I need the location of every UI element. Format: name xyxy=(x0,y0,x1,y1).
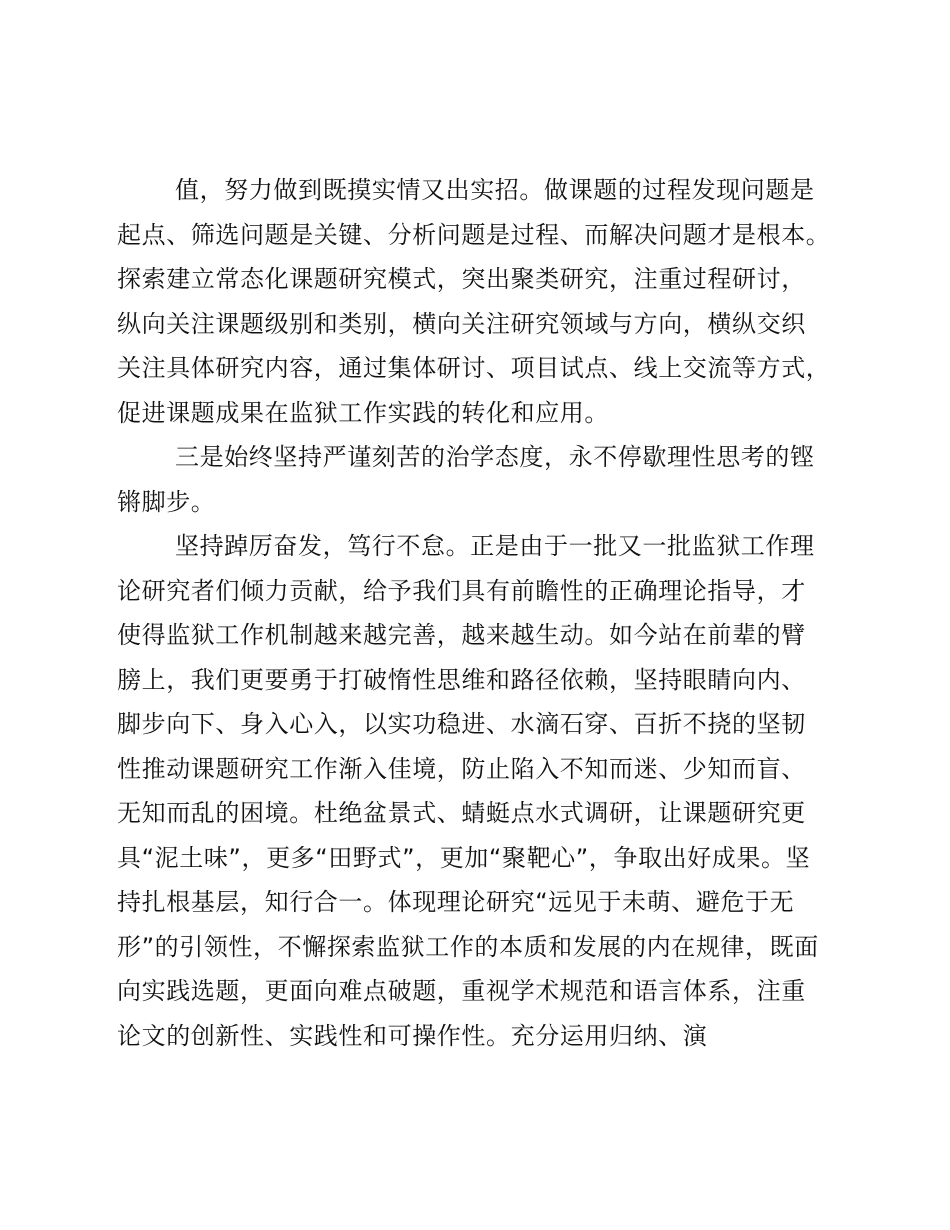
text-line: 形”的引领性，不懈探索监狱工作的本质和发展的内在规律，既面 xyxy=(117,932,819,961)
text-line: 向实践选题，更面向难点破题，重视学术规范和语言体系，注重 xyxy=(117,977,806,1005)
text-line: 起点、筛选问题是关键、分析问题是过程、而解决问题才是根本。 xyxy=(117,220,831,249)
text-line: 膀上，我们更要勇于打破惰性思维和路径依赖，坚持眼睛向内、 xyxy=(117,665,806,694)
text-line: 使得监狱工作机制越来越完善，越来越生动。如今站在前辈的臂 xyxy=(117,621,806,649)
text-line: 具“泥土味”，更多“田野式”，更加“聚靶心”，争取出好成果。坚 xyxy=(117,843,811,872)
text-line: 持扎根基层，知行合一。体现理论研究“远见于未萌、避危于无 xyxy=(117,888,795,916)
text-line: 三是始终坚持严谨刻苦的治学态度，永不停歇理性思考的铿 xyxy=(175,443,815,471)
text-line: 坚持踔厉奋发，笃行不怠。正是由于一批又一批监狱工作理 xyxy=(175,532,815,560)
text-line: 性推动课题研究工作渐入佳境，防止陷入不知而迷、少知而盲、 xyxy=(117,754,806,783)
text-line: 纵向关注课题级别和类别，横向关注研究领域与方向，横纵交织 xyxy=(117,309,806,338)
body-text xyxy=(117,168,877,1058)
text-line: 探索建立常态化课题研究模式，突出聚类研究，注重过程研讨， xyxy=(117,265,806,293)
text-line: 值，努力做到既摸实情又出实招。做课题的过程发现问题是 xyxy=(175,176,815,204)
text-line: 关注具体研究内容，通过集体研讨、项目试点、线上交流等方式， xyxy=(117,354,831,382)
text-line: 无知而乱的困境。杜绝盆景式、蜻蜓点水式调研，让课题研究更 xyxy=(117,799,806,827)
text-line: 论研究者们倾力贡献，给予我们具有前瞻性的正确理论指导，才 xyxy=(117,576,806,605)
text-line: 锵脚步。 xyxy=(117,487,216,516)
text-line: 促进课题成果在监狱工作实践的转化和应用。 xyxy=(117,398,609,427)
text-line: 论文的创新性、实践性和可操作性。充分运用归纳、演 xyxy=(117,1021,708,1050)
text-line: 脚步向下、身入心入，以实功稳进、水滴石穿、百折不挠的坚韧 xyxy=(117,710,806,738)
